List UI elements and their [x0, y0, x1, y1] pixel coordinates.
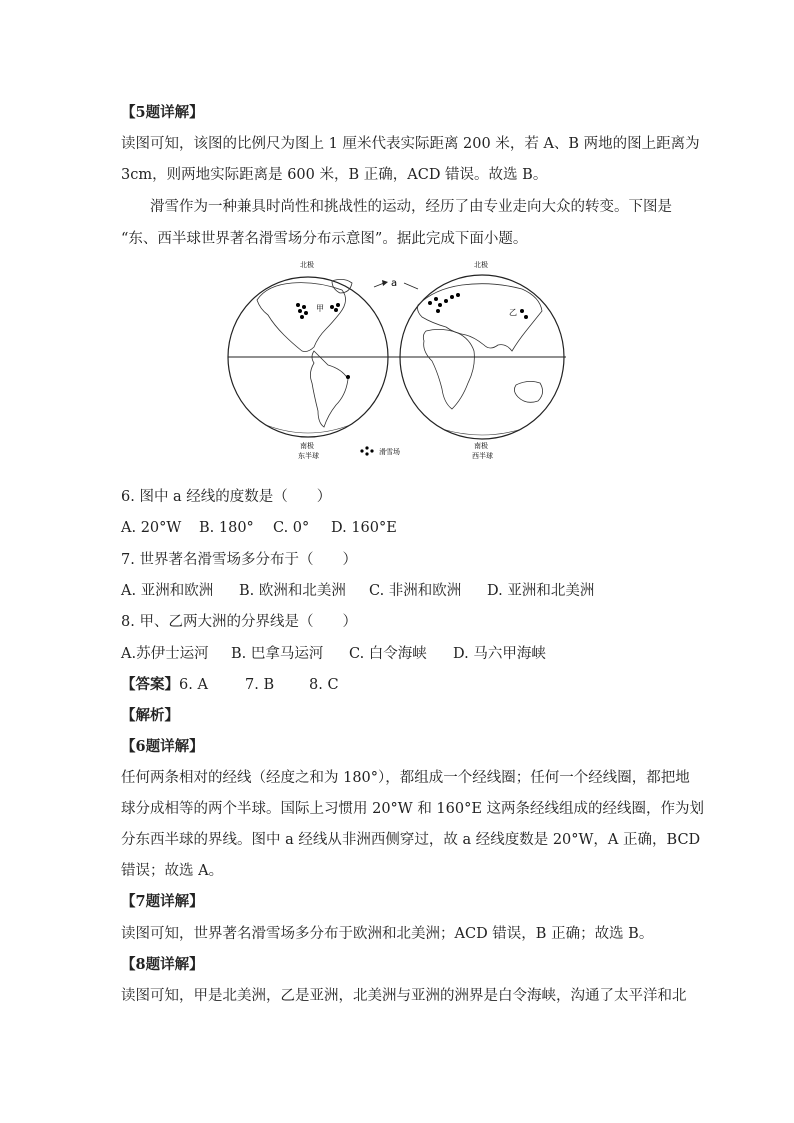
south-pole-label-left: 南极: [300, 442, 314, 450]
sec5-heading: 【5题详解】: [121, 104, 204, 121]
sec6-heading: 【6题详解】: [121, 738, 204, 755]
option-b: B. 180°: [199, 520, 254, 536]
answer-label: 【答案】: [121, 676, 179, 693]
answer-item: 6. A: [179, 677, 208, 693]
ski-resort-dot: [298, 309, 302, 313]
option-c: C. 非洲和欧洲: [369, 583, 462, 599]
ski-resort-dot: [434, 297, 438, 301]
option-a: A. 亚洲和欧洲: [121, 583, 214, 599]
sec6-text-line1: 任何两条相对的经线（经度之和为 180°），都组成一个经线圈；任何一个经线圈，都把地: [121, 770, 690, 786]
option-d: D. 亚洲和北美洲: [487, 583, 595, 599]
answer-item: 7. B: [245, 677, 275, 693]
sec8-text-line1: 读图可知，甲是北美洲，乙是亚洲，北美洲与亚洲的洲界是白令海峡，沟通了太平洋和北: [121, 988, 687, 1004]
sec5-text-line2: 3cm，则两地实际距离是 600 米，B 正确，ACD 错误。故选 B。: [121, 167, 548, 183]
legend-label: 滑雪场: [379, 448, 400, 456]
ski-resort-dot: [334, 308, 338, 312]
sec7-text-line1: 读图可知，世界著名滑雪场多分布于欧洲和北美洲；ACD 错误，B 正确；故选 B。: [121, 926, 654, 942]
option-b: B. 欧洲和北美洲: [239, 583, 346, 599]
option-d: D. 160°E: [331, 520, 397, 536]
ski-resort-dot: [520, 309, 524, 313]
north-pole-label-right: 北极: [474, 261, 488, 269]
question-7-options: [121, 581, 594, 601]
ski-resort-dot: [336, 303, 340, 307]
option-c: C. 白令海峡: [349, 646, 427, 662]
ski-resort-dot: [330, 305, 334, 309]
west-hemisphere-label: 西半球: [472, 452, 493, 460]
option-a: A. 20°W: [121, 520, 182, 536]
question-6-stem: 6. 图中 a 经线的度数是（ ）: [121, 489, 332, 505]
sec7-heading: 【7题详解】: [121, 893, 204, 910]
analysis-heading: 【解析】: [121, 707, 179, 724]
ski-resort-dot: [456, 293, 460, 297]
south-pole-label-right: 南极: [474, 442, 488, 450]
sec8-heading: 【8题详解】: [121, 956, 204, 973]
ski-resort-dot: [444, 299, 448, 303]
option-b: B. 巴拿马运河: [231, 646, 324, 662]
sec6-text-line3: 分东西半球的界线。图中 a 经线从非洲西侧穿过，故 a 经线度数是 20°W，A 正确，BCD: [121, 832, 701, 848]
sec6-text-line4: 错误；故选 A。: [121, 863, 224, 879]
intro-line2: “东、西半球世界著名滑雪场分布示意图”。据此完成下面小题。: [121, 231, 528, 247]
ski-resort-dot: [524, 315, 528, 319]
ski-resort-dot: [450, 295, 454, 299]
east-hemisphere-label: 东半球: [298, 452, 319, 460]
option-c: C. 0°: [273, 520, 310, 536]
legend: [360, 446, 400, 456]
ski-resort-dot: [436, 309, 440, 313]
label-jia: 甲: [316, 304, 324, 313]
ski-resort-dot: [346, 375, 350, 379]
ski-resort-dot: [428, 301, 432, 305]
ski-resort-dot: [300, 315, 304, 319]
ski-resort-dot: [304, 311, 308, 315]
sec5-text-line1: 读图可知，该图的比例尺为图上 1 厘米代表实际距离 200 米，若 A、B 两地的图上距离为: [121, 136, 700, 152]
label-yi: 乙: [509, 308, 517, 317]
option-a: A.苏伊士运河: [121, 646, 209, 662]
ski-resort-dot: [296, 303, 300, 307]
question-8-options: [121, 644, 546, 664]
answer-line: [121, 675, 339, 695]
answer-item: 8. C: [309, 677, 339, 693]
ski-resort-dot: [438, 303, 442, 307]
question-6-options: [121, 518, 397, 538]
ski-resort-dot: [302, 305, 306, 309]
option-d: D. 马六甲海峡: [453, 646, 546, 662]
meridian-label: a: [391, 278, 398, 289]
north-pole-label-left: 北极: [300, 261, 314, 269]
sec6-text-line2: 球分成相等的两个半球。国际上习惯用 20°W 和 160°E 这两条经线组成的经线圈，作为划: [121, 801, 705, 817]
intro-line1: 滑雪作为一种兼具时尚性和挑战性的运动，经历了由专业走向大众的转变。下图是: [150, 199, 672, 215]
question-7-stem: 7. 世界著名滑雪场多分布于（ ）: [121, 552, 357, 568]
hemispheres-figure: [222, 255, 572, 465]
question-8-stem: 8. 甲、乙两大洲的分界线是（ ）: [121, 614, 357, 630]
